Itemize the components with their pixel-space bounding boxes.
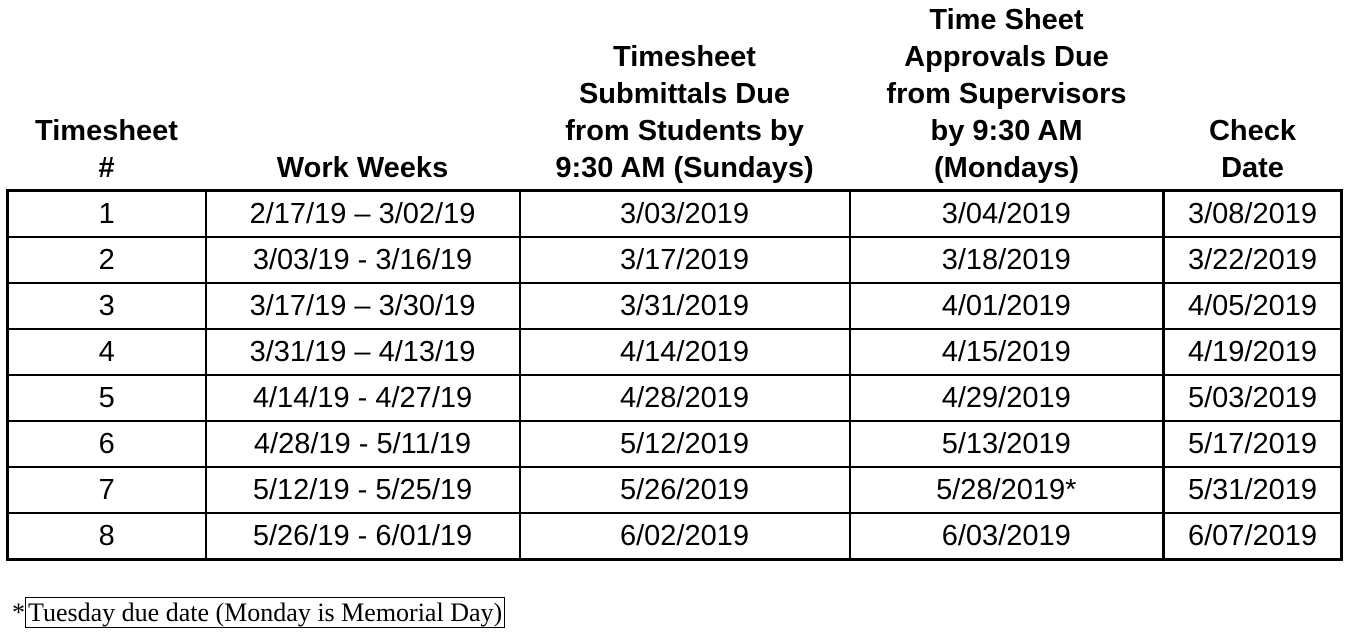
cell-submittal-due: 4/14/2019 [520,329,850,375]
cell-approval-due: 4/29/2019 [850,375,1164,421]
footnote [12,596,505,630]
table-row [8,329,1342,375]
cell-submittal-due: 5/12/2019 [520,421,850,467]
cell-approval-due: 6/03/2019 [850,513,1164,560]
cell-timesheet-number: 8 [8,513,206,560]
cell-work-weeks: 3/03/19 - 3/16/19 [206,237,520,283]
cell-approval-due: 4/15/2019 [850,329,1164,375]
cell-check-date: 4/19/2019 [1164,329,1342,375]
cell-work-weeks: 2/17/19 – 3/02/19 [206,191,520,238]
cell-work-weeks: 3/17/19 – 3/30/19 [206,283,520,329]
cell-work-weeks: 5/12/19 - 5/25/19 [206,467,520,513]
cell-submittal-due: 3/31/2019 [520,283,850,329]
timesheet-schedule [6,0,1340,561]
cell-timesheet-number: 5 [8,375,206,421]
cell-approval-due: 4/01/2019 [850,283,1164,329]
header-row [8,0,1342,191]
cell-timesheet-number: 6 [8,421,206,467]
cell-work-weeks: 4/14/19 - 4/27/19 [206,375,520,421]
cell-check-date: 3/08/2019 [1164,191,1342,238]
cell-check-date: 6/07/2019 [1164,513,1342,560]
cell-timesheet-number: 4 [8,329,206,375]
schedule-table [6,0,1343,561]
header-work-weeks: Work Weeks [206,0,520,191]
table-row [8,191,1342,238]
cell-submittal-due: 4/28/2019 [520,375,850,421]
header-submittals-due: Timesheet Submittals Due from Students by 9:30 AM (Sundays) [520,0,850,191]
table-row [8,421,1342,467]
cell-submittal-due: 3/03/2019 [520,191,850,238]
cell-timesheet-number: 1 [8,191,206,238]
header-timesheet-number: Timesheet # [8,0,206,191]
cell-approval-due: 5/28/2019* [850,467,1164,513]
cell-timesheet-number: 3 [8,283,206,329]
table-row [8,283,1342,329]
cell-timesheet-number: 2 [8,237,206,283]
footnote-marker: * [12,598,25,627]
header-approvals-due: Time Sheet Approvals Due from Supervisors by 9:30 AM (Mondays) [850,0,1164,191]
cell-approval-due: 5/13/2019 [850,421,1164,467]
cell-work-weeks: 5/26/19 - 6/01/19 [206,513,520,560]
cell-submittal-due: 6/02/2019 [520,513,850,560]
cell-approval-due: 3/18/2019 [850,237,1164,283]
cell-work-weeks: 4/28/19 - 5/11/19 [206,421,520,467]
table-row [8,237,1342,283]
cell-work-weeks: 3/31/19 – 4/13/19 [206,329,520,375]
cell-check-date: 5/03/2019 [1164,375,1342,421]
table-row [8,513,1342,560]
cell-timesheet-number: 7 [8,467,206,513]
header-check-date: Check Date [1164,0,1342,191]
cell-submittal-due: 5/26/2019 [520,467,850,513]
cell-check-date: 5/17/2019 [1164,421,1342,467]
cell-check-date: 3/22/2019 [1164,237,1342,283]
cell-approval-due: 3/04/2019 [850,191,1164,238]
cell-submittal-due: 3/17/2019 [520,237,850,283]
cell-check-date: 5/31/2019 [1164,467,1342,513]
cell-check-date: 4/05/2019 [1164,283,1342,329]
table-row [8,467,1342,513]
table-row [8,375,1342,421]
footnote-text: Tuesday due date (Monday is Memorial Day) [25,597,505,628]
